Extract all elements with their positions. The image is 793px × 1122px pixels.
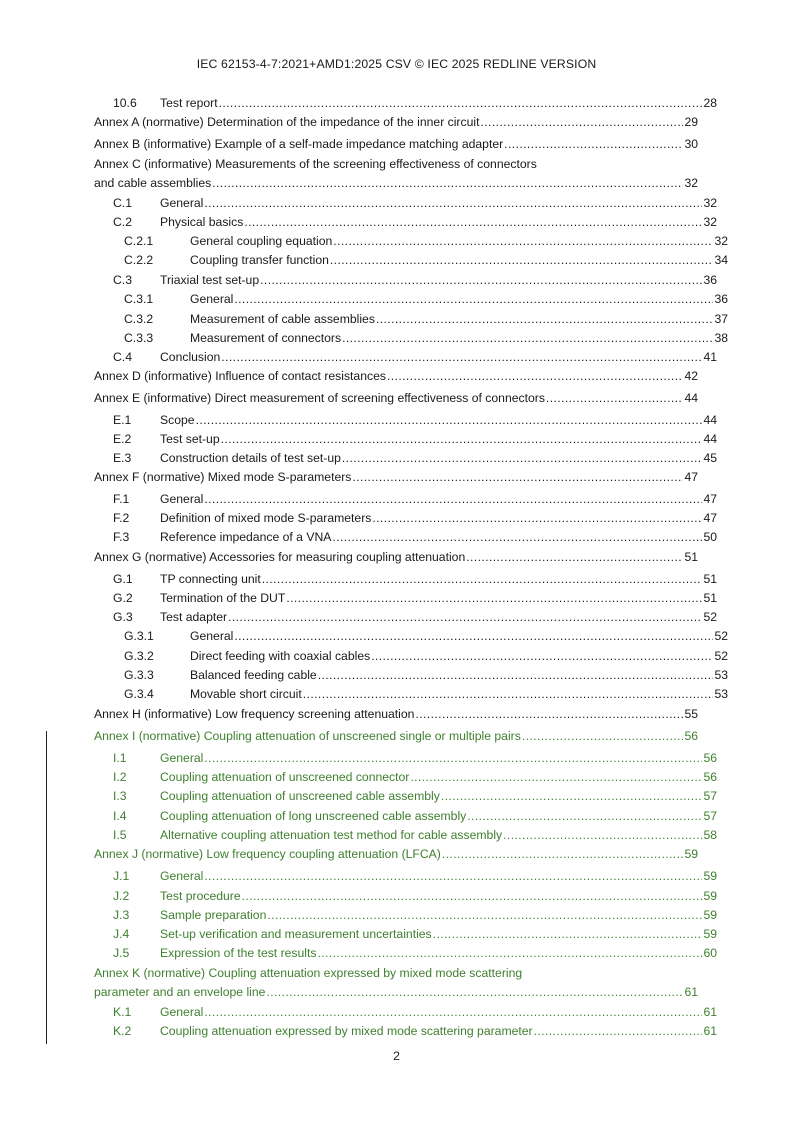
toc-title: Annex C (informative) Measurements of the screening effectiveness of connectors bbox=[94, 157, 537, 171]
toc-entry-annex-b[interactable] bbox=[94, 135, 698, 152]
toc-entry-annex-c[interactable] bbox=[94, 157, 698, 191]
toc-page: 44 bbox=[703, 413, 717, 427]
toc-number: I.3 bbox=[113, 789, 127, 803]
toc-title: Expression of the test results bbox=[160, 946, 317, 960]
toc-number: C.1 bbox=[113, 196, 132, 210]
toc-leader-dots bbox=[242, 889, 703, 904]
toc-title: Test report bbox=[160, 96, 218, 110]
toc-page: 44 bbox=[684, 391, 698, 405]
toc-number: F.2 bbox=[113, 511, 130, 525]
toc-number: C.2.1 bbox=[124, 234, 154, 248]
toc-title: General bbox=[160, 1005, 204, 1019]
toc-entry-annex-i[interactable] bbox=[94, 727, 698, 744]
toc-entry-10-6[interactable] bbox=[94, 94, 717, 111]
toc-entry-g-3-2[interactable] bbox=[94, 647, 728, 664]
toc-page: 61 bbox=[684, 985, 698, 999]
toc-page: 44 bbox=[703, 432, 717, 446]
toc-entry-c-2-1[interactable] bbox=[94, 232, 728, 249]
toc-number: G.1 bbox=[113, 572, 133, 586]
toc-page: 42 bbox=[684, 369, 698, 383]
toc-title: General coupling equation bbox=[190, 234, 333, 248]
toc-entry-f-3[interactable] bbox=[94, 528, 717, 545]
toc-number: I.2 bbox=[113, 770, 127, 784]
toc-leader-dots bbox=[303, 687, 714, 702]
toc-leader-dots bbox=[480, 115, 683, 130]
toc-title: Measurement of cable assemblies bbox=[190, 312, 375, 326]
toc-title: Annex A (normative) Determination of the impedance of the inner circuit bbox=[94, 115, 480, 129]
toc-page: 45 bbox=[703, 451, 717, 465]
toc-number: C.2.2 bbox=[124, 253, 154, 267]
toc-page: 55 bbox=[684, 707, 698, 721]
toc-title: Coupling attenuation of unscreened cable assembly bbox=[160, 789, 440, 803]
toc-leader-dots bbox=[228, 610, 702, 625]
toc-page: 60 bbox=[703, 946, 717, 960]
toc-page: 37 bbox=[714, 312, 728, 326]
toc-leader-dots bbox=[371, 649, 713, 664]
toc-title: General bbox=[160, 751, 204, 765]
toc-title: Coupling attenuation of long unscreened cable assembly bbox=[160, 809, 467, 823]
toc-leader-dots bbox=[504, 137, 683, 152]
toc-leader-dots bbox=[221, 432, 703, 447]
toc-entry-annex-j[interactable] bbox=[94, 845, 698, 862]
toc-leader-dots bbox=[372, 511, 702, 526]
toc-title: General bbox=[190, 629, 234, 643]
toc-number: I.5 bbox=[113, 828, 127, 842]
toc-number: F.1 bbox=[113, 492, 130, 506]
toc-page: 57 bbox=[703, 809, 717, 823]
toc-entry-j-5[interactable] bbox=[94, 944, 717, 961]
toc-page: 38 bbox=[714, 331, 728, 345]
toc-leader-dots bbox=[318, 668, 714, 683]
toc-leader-dots bbox=[196, 413, 703, 428]
toc-number: C.3 bbox=[113, 273, 132, 287]
toc-number: G.2 bbox=[113, 591, 133, 605]
toc-page: 52 bbox=[703, 610, 717, 624]
toc-number: C.4 bbox=[113, 350, 132, 364]
toc-number: J.1 bbox=[113, 869, 130, 883]
toc-number: C.3.3 bbox=[124, 331, 154, 345]
toc-title: Movable short circuit bbox=[190, 687, 302, 701]
toc-page: 34 bbox=[714, 253, 728, 267]
toc-entry-i-4[interactable] bbox=[94, 807, 717, 824]
toc-leader-dots bbox=[342, 451, 703, 466]
toc-number: K.2 bbox=[113, 1024, 132, 1038]
toc-number: 10.6 bbox=[113, 96, 137, 110]
toc-page: 36 bbox=[703, 273, 717, 287]
toc-page: 28 bbox=[703, 96, 717, 110]
toc-number: C.3.2 bbox=[124, 312, 154, 326]
page-header: IEC 62153-4-7:2021+AMD1:2025 CSV © IEC 2025 REDLINE VERSION bbox=[196, 57, 597, 71]
toc-page: 59 bbox=[703, 889, 717, 903]
toc-leader-dots bbox=[204, 751, 702, 766]
toc-entry-i-1[interactable] bbox=[94, 749, 717, 766]
toc-entry-g-2[interactable] bbox=[94, 589, 717, 606]
toc-number: I.1 bbox=[113, 751, 127, 765]
toc-title: Annex K (normative) Coupling attenuation expressed by mixed mode scattering bbox=[94, 966, 523, 980]
toc-leader-dots bbox=[330, 253, 714, 268]
toc-title-continued: and cable assemblies bbox=[94, 176, 212, 190]
toc-leader-dots bbox=[441, 789, 703, 804]
toc-page: 58 bbox=[703, 828, 717, 842]
toc-entry-j-4[interactable] bbox=[94, 925, 717, 942]
toc-entry-c-1[interactable] bbox=[94, 194, 717, 211]
toc-number: J.2 bbox=[113, 889, 130, 903]
toc-title: Triaxial test set-up bbox=[160, 273, 260, 287]
toc-page: 52 bbox=[714, 629, 728, 643]
toc-leader-dots bbox=[342, 331, 713, 346]
toc-leader-dots bbox=[442, 847, 684, 862]
toc-leader-dots bbox=[266, 985, 683, 1000]
toc-entry-k-2[interactable] bbox=[94, 1022, 717, 1039]
toc-number: G.3 bbox=[113, 610, 133, 624]
toc-title: Annex G (normative) Accessories for measuring coupling attenuation bbox=[94, 550, 466, 564]
toc-title: Scope bbox=[160, 413, 195, 427]
toc-title: Reference impedance of a VNA bbox=[160, 530, 332, 544]
toc-page: 56 bbox=[703, 770, 717, 784]
toc-number: F.3 bbox=[113, 530, 130, 544]
toc-title: Set-up verification and measurement uncertainties bbox=[160, 927, 432, 941]
toc-leader-dots bbox=[467, 809, 702, 824]
toc-page: 32 bbox=[684, 176, 698, 190]
toc-leader-dots bbox=[221, 350, 702, 365]
toc-entry-g-3-1[interactable] bbox=[94, 627, 728, 644]
toc-page: 52 bbox=[714, 649, 728, 663]
toc-entry-c-2-2[interactable] bbox=[94, 251, 728, 268]
page-number: 2 bbox=[393, 1049, 400, 1063]
toc-title: Test procedure bbox=[160, 889, 241, 903]
toc-entry-annex-h[interactable] bbox=[94, 705, 698, 722]
toc-title: Construction details of test set-up bbox=[160, 451, 341, 465]
toc-leader-dots bbox=[546, 391, 684, 406]
toc-page: 36 bbox=[714, 292, 728, 306]
toc-page: 59 bbox=[703, 927, 717, 941]
toc-leader-dots bbox=[332, 530, 702, 545]
toc-leader-dots bbox=[260, 273, 702, 288]
toc-number: J.4 bbox=[113, 927, 130, 941]
toc-leader-dots bbox=[244, 215, 702, 230]
toc-entry-i-2[interactable] bbox=[94, 768, 717, 785]
toc-number: C.3.1 bbox=[124, 292, 154, 306]
toc-page: 57 bbox=[703, 789, 717, 803]
toc-page: 32 bbox=[703, 215, 717, 229]
toc-entry-c-3-1[interactable] bbox=[94, 290, 728, 307]
toc-page: 59 bbox=[703, 869, 717, 883]
toc-entry-c-3[interactable] bbox=[94, 271, 717, 288]
toc-number: E.1 bbox=[113, 413, 132, 427]
toc-entry-j-2[interactable] bbox=[94, 887, 717, 904]
toc-leader-dots bbox=[317, 946, 702, 961]
toc-entry-annex-e[interactable] bbox=[94, 389, 698, 406]
toc-entry-j-3[interactable] bbox=[94, 906, 717, 923]
toc-page: 47 bbox=[703, 511, 717, 525]
toc-title: Annex J (normative) Low frequency coupling attenuation (LFCA) bbox=[94, 847, 441, 861]
toc-leader-dots bbox=[410, 770, 702, 785]
toc-title: Direct feeding with coaxial cables bbox=[190, 649, 371, 663]
toc-number: G.3.2 bbox=[124, 649, 154, 663]
toc-entry-c-3-2[interactable] bbox=[94, 310, 728, 327]
toc-leader-dots bbox=[387, 369, 683, 384]
toc-title: TP connecting unit bbox=[160, 572, 261, 586]
toc-leader-dots bbox=[204, 1005, 702, 1020]
toc-page: 61 bbox=[703, 1005, 717, 1019]
toc-entry-k-1[interactable] bbox=[94, 1003, 717, 1020]
toc-page: 56 bbox=[684, 729, 698, 743]
toc-title-continued: parameter and an envelope line bbox=[94, 985, 266, 999]
toc-title: Test set-up bbox=[160, 432, 220, 446]
toc-entry-i-3[interactable] bbox=[94, 787, 717, 804]
toc-entry-f-1[interactable] bbox=[94, 490, 717, 507]
toc-number: C.2 bbox=[113, 215, 132, 229]
toc-entry-c-3-3[interactable] bbox=[94, 329, 728, 346]
toc-entry-g-1[interactable] bbox=[94, 570, 717, 587]
toc-page: 41 bbox=[703, 350, 717, 364]
toc-leader-dots bbox=[415, 707, 683, 722]
toc-page: 50 bbox=[703, 530, 717, 544]
toc-leader-dots bbox=[204, 492, 702, 507]
toc-leader-dots bbox=[352, 470, 683, 485]
toc-entry-g-3-3[interactable] bbox=[94, 666, 728, 683]
toc-title: Sample preparation bbox=[160, 908, 267, 922]
toc-title: Conclusion bbox=[160, 350, 221, 364]
toc-title: Coupling attenuation of unscreened connector bbox=[160, 770, 410, 784]
toc-number: J.3 bbox=[113, 908, 130, 922]
toc-entry-e-2[interactable] bbox=[94, 430, 717, 447]
toc-leader-dots bbox=[204, 869, 702, 884]
toc-leader-dots bbox=[433, 927, 703, 942]
toc-number: I.4 bbox=[113, 809, 127, 823]
toc-page: 51 bbox=[703, 572, 717, 586]
toc-title: Termination of the DUT bbox=[160, 591, 286, 605]
toc-entry-annex-g[interactable] bbox=[94, 548, 698, 565]
toc-leader-dots bbox=[333, 234, 713, 249]
toc-leader-dots bbox=[212, 176, 683, 191]
toc-number: G.3.1 bbox=[124, 629, 154, 643]
toc-entry-f-2[interactable] bbox=[94, 509, 717, 526]
toc-title: Annex H (informative) Low frequency screening attenuation bbox=[94, 707, 415, 721]
toc-title: Coupling attenuation expressed by mixed mode scattering parameter bbox=[160, 1024, 533, 1038]
toc-entry-i-5[interactable] bbox=[94, 826, 717, 843]
toc-page: 47 bbox=[703, 492, 717, 506]
toc-leader-dots bbox=[262, 572, 703, 587]
toc-title: Annex B (informative) Example of a self-made impedance matching adapter bbox=[94, 137, 504, 151]
toc-leader-dots bbox=[219, 96, 703, 111]
toc-title: Coupling transfer function bbox=[190, 253, 329, 267]
toc-title: General bbox=[160, 196, 204, 210]
toc-leader-dots bbox=[522, 729, 684, 744]
toc-title: Physical basics bbox=[160, 215, 244, 229]
toc-page: 59 bbox=[703, 908, 717, 922]
toc-title: Annex D (informative) Influence of contact resistances bbox=[94, 369, 386, 383]
toc-title: Annex I (normative) Coupling attenuation of unscreened single or multiple pairs bbox=[94, 729, 521, 743]
toc-number: G.3.3 bbox=[124, 668, 154, 682]
toc-leader-dots bbox=[466, 550, 683, 565]
toc-page: 56 bbox=[703, 751, 717, 765]
toc-title: Balanced feeding cable bbox=[190, 668, 317, 682]
toc-page: 53 bbox=[714, 687, 728, 701]
toc-leader-dots bbox=[234, 629, 713, 644]
revision-change-bar bbox=[46, 731, 47, 1044]
toc-title: General bbox=[160, 492, 204, 506]
toc-leader-dots bbox=[204, 196, 702, 211]
toc-number: J.5 bbox=[113, 946, 130, 960]
toc-number: K.1 bbox=[113, 1005, 132, 1019]
toc-page: 59 bbox=[684, 847, 698, 861]
toc-title: Definition of mixed mode S-parameters bbox=[160, 511, 372, 525]
toc-entry-annex-k[interactable] bbox=[94, 966, 698, 1000]
toc-entry-e-1[interactable] bbox=[94, 411, 717, 428]
toc-entry-annex-a[interactable] bbox=[94, 113, 698, 130]
toc-entry-j-1[interactable] bbox=[94, 867, 717, 884]
toc-entry-g-3[interactable] bbox=[94, 608, 717, 625]
toc-leader-dots bbox=[376, 312, 714, 327]
toc-title: General bbox=[190, 292, 234, 306]
toc-number: G.3.4 bbox=[124, 687, 154, 701]
toc-number: E.2 bbox=[113, 432, 132, 446]
toc-leader-dots bbox=[234, 292, 713, 307]
toc-title: Annex F (normative) Mixed mode S-parameters bbox=[94, 470, 352, 484]
toc-page: 51 bbox=[703, 591, 717, 605]
toc-page: 61 bbox=[703, 1024, 717, 1038]
toc-entry-c-4[interactable] bbox=[94, 348, 717, 365]
toc-title: Measurement of connectors bbox=[190, 331, 342, 345]
toc-entry-annex-d[interactable] bbox=[94, 367, 698, 384]
toc-title: General bbox=[160, 869, 204, 883]
toc-title: Annex E (informative) Direct measurement of screening effectiveness of connectors bbox=[94, 391, 545, 405]
toc-page: 47 bbox=[684, 470, 698, 484]
toc-page: 32 bbox=[703, 196, 717, 210]
toc-entry-g-3-4[interactable] bbox=[94, 685, 728, 702]
toc-title: Test adapter bbox=[160, 610, 228, 624]
toc-page: 30 bbox=[684, 137, 698, 151]
toc-entry-e-3[interactable] bbox=[94, 449, 717, 466]
toc-title: Alternative coupling attenuation test method for cable assembly bbox=[160, 828, 503, 842]
toc-page: 32 bbox=[714, 234, 728, 248]
toc-page: 53 bbox=[714, 668, 728, 682]
toc-page: 29 bbox=[684, 115, 698, 129]
toc-page: 51 bbox=[684, 550, 698, 564]
toc-entry-c-2[interactable] bbox=[94, 213, 717, 230]
toc-leader-dots bbox=[503, 828, 702, 843]
toc-entry-annex-f[interactable] bbox=[94, 468, 698, 485]
toc-leader-dots bbox=[267, 908, 702, 923]
toc-leader-dots bbox=[286, 591, 702, 606]
toc-leader-dots bbox=[534, 1024, 703, 1039]
toc-number: E.3 bbox=[113, 451, 132, 465]
